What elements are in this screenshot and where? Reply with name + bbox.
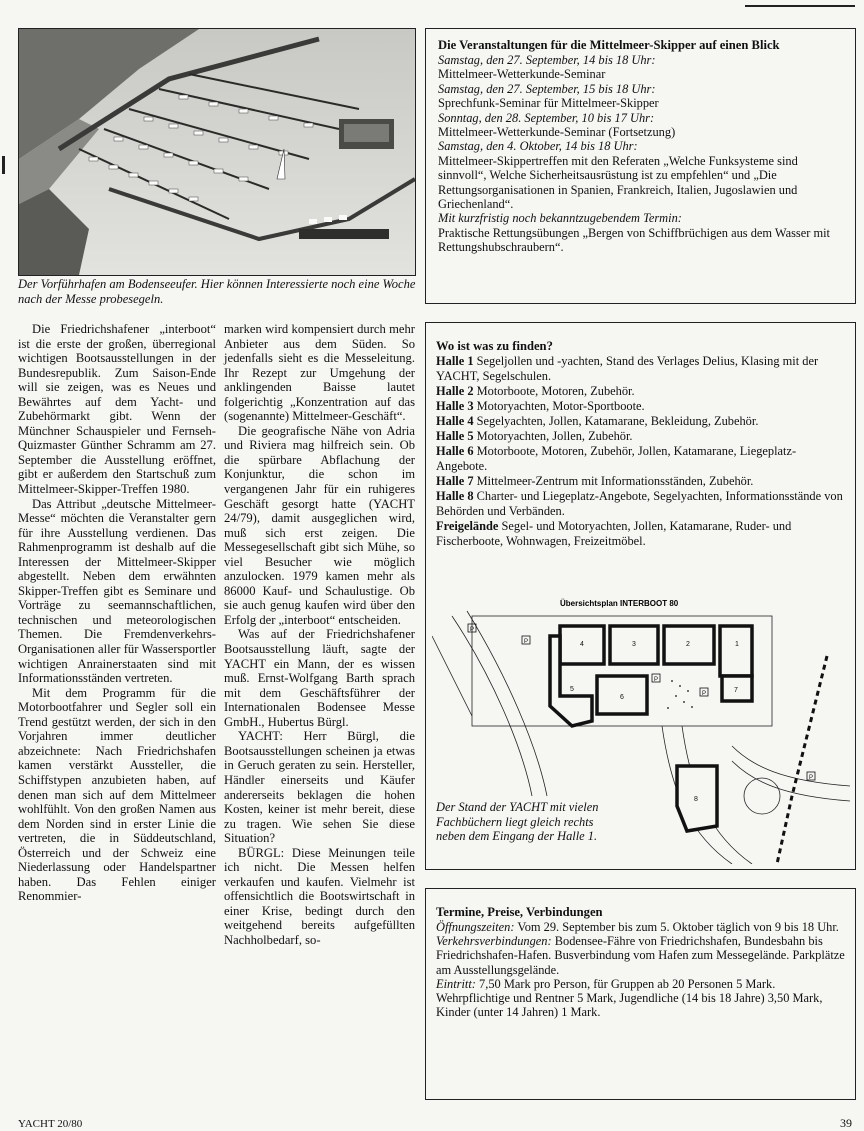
article-paragraph: BÜRGL: Diese Meinungen teile ich nicht. Die Messen helfen verkaufen und kaufen. Vielmehr ist offensichtlich die Bootswirtschaft in einer Krise, bedingt durch den weitgehend bereits aufgefüllten Nachholbedarf, so- xyxy=(224,845,415,947)
hall-label: Halle 2 xyxy=(436,384,474,398)
event-date: Sonntag, den 28. September, 10 bis 17 Uhr: xyxy=(438,110,655,125)
hall-text: Motoryachten, Jollen, Zubehör. xyxy=(476,429,633,443)
hall-label: Halle 1 xyxy=(436,354,474,368)
hall-label: Halle 6 xyxy=(436,444,474,458)
hall-text: Mittelmeer-Zentrum mit Informationsständen, Zubehör. xyxy=(476,474,754,488)
article-paragraph: Die geografische Nähe von Adria und Riviera mag hilfreich sein. Ob die spürbare Abflachung der Konjunktur, die schon im vergangenen Jahr für ein ruhigeres Geschäft gesorgt hatte (YACHT 24/79), damit ausgeglichen wird, muß sich erst zeigen. Die Messegesellschaft gibt sich Mühe, so viel Besucher wie möglich anzulocken. 1979 kamen mehr als 86000 Kauf- und Schaulustige. Ob sie auch genug kaufen wird über den Erfolg der „interboot“ entscheiden. xyxy=(224,423,415,627)
harbor-photo xyxy=(18,28,416,276)
info-text: 7,50 Mark pro Person, für Gruppen ab 20 Personen 5 Mark. Wehrpflichtige und Rentner 5 Mark, Jugendliche (14 bis 18 Jahre) 3,50 Mark, Kinder (unter 14 Jahren) 1 Mark. xyxy=(436,976,823,1020)
map-caption: Der Stand der YACHT mit vielen Fachbüchern liegt gleich rechts neben dem Eingang der Halle 1. xyxy=(436,800,599,844)
hall-label: Halle 3 xyxy=(436,399,474,413)
event-date: Samstag, den 4. Oktober, 14 bis 18 Uhr: xyxy=(438,139,638,154)
events-title: Die Veranstaltungen für die Mittelmeer-Skipper auf einen Blick xyxy=(438,38,780,52)
event-text: Mittelmeer-Wetterkunde-Seminar (Fortsetzung) xyxy=(438,125,676,140)
top-rule xyxy=(745,5,855,7)
hall-entry xyxy=(436,399,845,414)
info-label: Verkehrsverbindungen: xyxy=(436,934,552,949)
info-row xyxy=(436,934,845,977)
hall-entry xyxy=(436,384,845,399)
info-label: Eintritt: xyxy=(436,976,476,991)
page-number: 39 xyxy=(840,1116,852,1130)
hall-number: 6 xyxy=(620,694,624,701)
hall-text: Segel- und Motoryachten, Jollen, Katamarane, Ruder- und Fischerboote, Wohnwagen, Freizeitmöbel. xyxy=(436,519,792,548)
hall-entry xyxy=(436,489,845,519)
article-paragraph: YACHT: Herr Bürgl, die Bootsausstellungen scheinen ja etwas in Geruch geraten zu sein. Hersteller, Händler einerseits und Käufer andererseits beklagen die hohen Kosten, keiner ist mehr bereit, diese zu tragen. Wie sehen Sie diese Situation? xyxy=(224,729,415,846)
info-row xyxy=(436,920,845,934)
hall-entry xyxy=(436,414,845,429)
footer-issue: YACHT 20/80 xyxy=(18,1118,83,1130)
hall-number: 7 xyxy=(734,687,738,694)
article-column-2 xyxy=(224,322,415,948)
article-paragraph: Mit dem Programm für die Motorbootfahrer und Segler soll ein Trend gestützt werden, der sich in den Vorjahren immer deutlicher abzeichnete: Nach Friedrichshafen kamen verstärkt Aussteller, die Schiffstypen anzubieten haben, auf denen man sich auf dem Mittelmeer wohlfühlt. Von den großen Namen aus dem Norden sind in erster Linie die vertreten, die in Süddeutschland, Österreich und der Schweiz eine Niederlassung oder Handelspartner haben. Das Fehlen einiger Renommier- xyxy=(18,685,216,904)
hall-text: Motorboote, Motoren, Zubehör, Jollen, Katamarane, Liegeplatz-Angebote. xyxy=(436,444,797,473)
hall-number: 4 xyxy=(580,641,584,648)
article-column-1 xyxy=(18,322,216,904)
article-paragraph: Das Attribut „deutsche Mittelmeer-Messe“ möchten die Veranstalter gern für ihre Ausstellung verdienen. Das Rahmenprogramm ist deshalb auf die Interessen der Mittelmeer-Skipper abgestellt. Neben dem erwähnten Skipper-Treffen gibt es Seminare und Vorträge zu seemannschaftlichen, technischen und meteorologischen Themen. Die Fremdenverkehrs-Organisationen aller für Wassersportler wichtigen Anrainerstaaten sind mit Informationsständen vertreten. xyxy=(18,496,216,686)
info-text: Vom 29. September bis zum 5. Oktober täglich von 9 bis 18 Uhr. xyxy=(517,920,839,934)
info-title: Termine, Preise, Verbindungen xyxy=(436,905,603,919)
hall-text: Segeljollen und -yachten, Stand des Verlages Delius, Klasing mit der YACHT, Segelschulen. xyxy=(436,354,819,383)
svg-text:P: P xyxy=(470,627,475,633)
hall-label: Halle 7 xyxy=(436,474,474,488)
hall-label: Halle 8 xyxy=(436,489,474,503)
svg-text:P: P xyxy=(702,691,707,697)
hall-entry xyxy=(436,354,845,384)
event-text: Praktische Rettungsübungen „Bergen von Schiffbrüchigen aus dem Wasser mit Rettungshubschraubern“. xyxy=(438,225,830,255)
hall-number: 3 xyxy=(632,641,636,648)
svg-text:P: P xyxy=(524,639,529,645)
hall-entry xyxy=(436,444,845,474)
hall-entry xyxy=(436,474,845,489)
event-date: Mit kurzfristig noch bekanntzugebendem Termin: xyxy=(438,211,682,226)
hall-text: Motorboote, Motoren, Zubehör. xyxy=(476,384,635,398)
article-paragraph: Was auf der Friedrichshafener Bootsausstellung läuft, sagte der YACHT ein Mann, der es wissen muß. Ernst-Wolfgang Barth sprach mit dem Geschäftsführer der Internationalen Bodensee Messe GmbH., Hubertus Bürgl. xyxy=(224,627,415,729)
hall-number: 5 xyxy=(570,686,574,693)
harbor-photo-image xyxy=(19,29,415,275)
article-paragraph: Die Friedrichshafener „interboot“ ist die erste der großen, überregional wichtigen Bootsausstellungen in der Bundesrepublik. Zum Saison-Ende will sie zeigen, was es Neues und Bewährtes auf dem Yacht- und Zubehörmarkt gibt. Wenn der Münchner Schauspieler und Fernseh-Quizmaster Günther Schramm am 27. September die Ausstellung eröffnet, gibt er außerdem den Startschuß zum Mittelmeer-Skipper-Treffen 1980. xyxy=(18,322,216,497)
hall-number: 2 xyxy=(686,641,690,648)
events-box xyxy=(425,28,856,304)
event-date: Samstag, den 27. September, 15 bis 18 Uhr: xyxy=(438,81,656,96)
hall-number: 1 xyxy=(735,641,739,648)
hall-label: Halle 4 xyxy=(436,414,474,428)
info-label: Öffnungszeiten: xyxy=(436,920,515,934)
info-row xyxy=(436,977,845,1020)
svg-text:P: P xyxy=(809,775,814,781)
article-paragraph: marken wird kompensiert durch mehr Anbieter aus dem Süden. So jedenfalls sieht es die Messeleitung. Ihr Rezept zur Umgehung der anklingenden Baisse lautet folgerichtig „Konzentration auf das (sogenannte) Mittelmeer-Geschäft“. xyxy=(224,322,415,424)
photo-caption: Der Vorführhafen am Bodenseeufer. Hier können Interessierte noch eine Woche nach der Messe probesegeln. xyxy=(18,277,416,306)
hall-entry xyxy=(436,519,845,549)
halls-title: Wo ist was zu finden? xyxy=(436,339,553,353)
hall-number: 8 xyxy=(694,796,698,803)
event-text: Sprechfunk-Seminar für Mittelmeer-Skipper xyxy=(438,96,659,111)
hall-text: Charter- und Liegeplatz-Angebote, Segelyachten, Informationsstände von Behörden und Verbänden. xyxy=(436,489,843,518)
info-text: Bodensee-Fähre von Friedrichshafen, Bundesbahn bis Friedrichshafen-Hafen. Busverbindung vom Hafen zum Messegelände. Parkplätze am Ausstellungsgelände. xyxy=(436,934,845,977)
hall-text: Segelyachten, Jollen, Katamarane, Bekleidung, Zubehör. xyxy=(476,414,759,428)
hall-entry xyxy=(436,429,845,444)
hall-label: Freigelände xyxy=(436,519,499,533)
hall-label: Halle 5 xyxy=(436,429,474,443)
info-box xyxy=(425,888,856,1100)
svg-text:P: P xyxy=(654,677,659,683)
map-title: Übersichtsplan INTERBOOT 80 xyxy=(560,599,679,608)
hall-text: Motoryachten, Motor-Sportboote. xyxy=(476,399,645,413)
event-text: Mittelmeer-Skippertreffen mit den Referaten „Welche Funksysteme sind sinnvoll“, Welche Sicherheitsausrüstung ist zu empfehlen“ und „Die Rettungsorganisationen in Spanien, Frankreich, Italien, Jugoslawien und Griechenland“. xyxy=(438,153,798,212)
event-date: Samstag, den 27. September, 14 bis 18 Uhr: xyxy=(438,53,656,67)
event-text: Mittelmeer-Wetterkunde-Seminar xyxy=(438,67,606,82)
margin-mark xyxy=(2,156,5,174)
